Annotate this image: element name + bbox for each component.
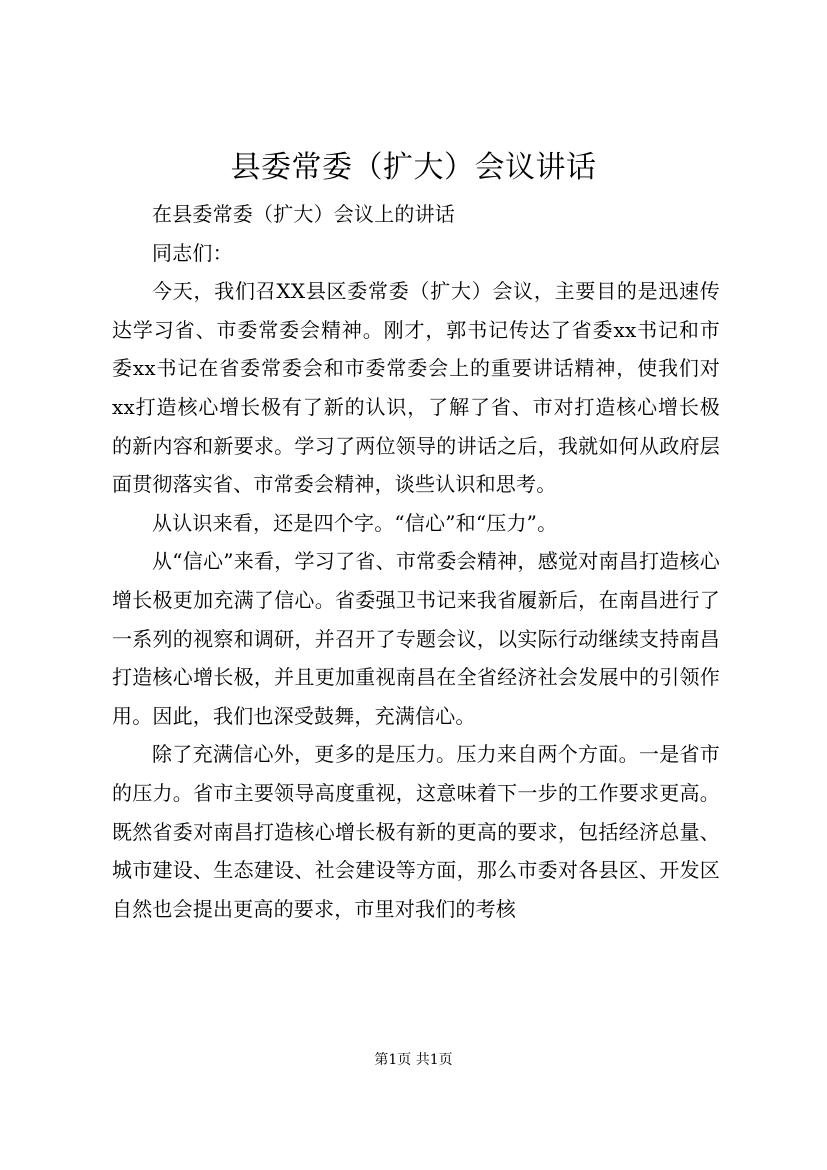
document-body	[112, 195, 720, 928]
document-title: 县委常委（扩大）会议讲话	[230, 150, 597, 185]
salutation: 同志们：	[152, 240, 233, 265]
page-number-footer: 第1页 共1页	[374, 1052, 453, 1068]
body-paragraph: 除了充满信心外，更多的是压力。压力来自两个方面。一是省市的压力。省市主要领导高度重视，这意味着下一步的工作要求更高。既然省委对南昌打造核心增长极有新的更高的要求，包括经济总量、城市建设、生态建设、社会建设等方面，那么市委对各县区、开发区自然也会提出更高的要求，市里对我们的考核	[112, 742, 720, 921]
body-paragraph: 从认识来看，还是四个字。“信心”和“压力”。	[152, 510, 558, 535]
body-paragraph: 今天，我们召XX县区委常委（扩大）会议，主要目的是迅速传达学习省、市委常委会精神。刚才，郭书记传达了省委xx书记和市委xx书记在省委常委会和市委常委会上的重要讲话精神，使我们对xx打造核心增长极有了新的认识，了解了省、市对打造核心增长极的新内容和新要求。学习了两位领导的讲话之后，我就如何从政府层面贯彻落实省、市常委会精神，谈些认识和思考。	[112, 279, 720, 497]
body-paragraph: 从“信心”来看，学习了省、市常委会精神，感觉对南昌打造核心增长极更加充满了信心。省委强卫书记来我省履新后，在南昌进行了一系列的视察和调研，并召开了专题会议，以实际行动继续支持南昌打造核心增长极，并且更加重视南昌在全省经济社会发展中的引领作用。因此，我们也深受鼓舞，充满信心。	[112, 549, 720, 728]
speech-subtitle: 在县委常委（扩大）会议上的讲话	[152, 202, 455, 226]
